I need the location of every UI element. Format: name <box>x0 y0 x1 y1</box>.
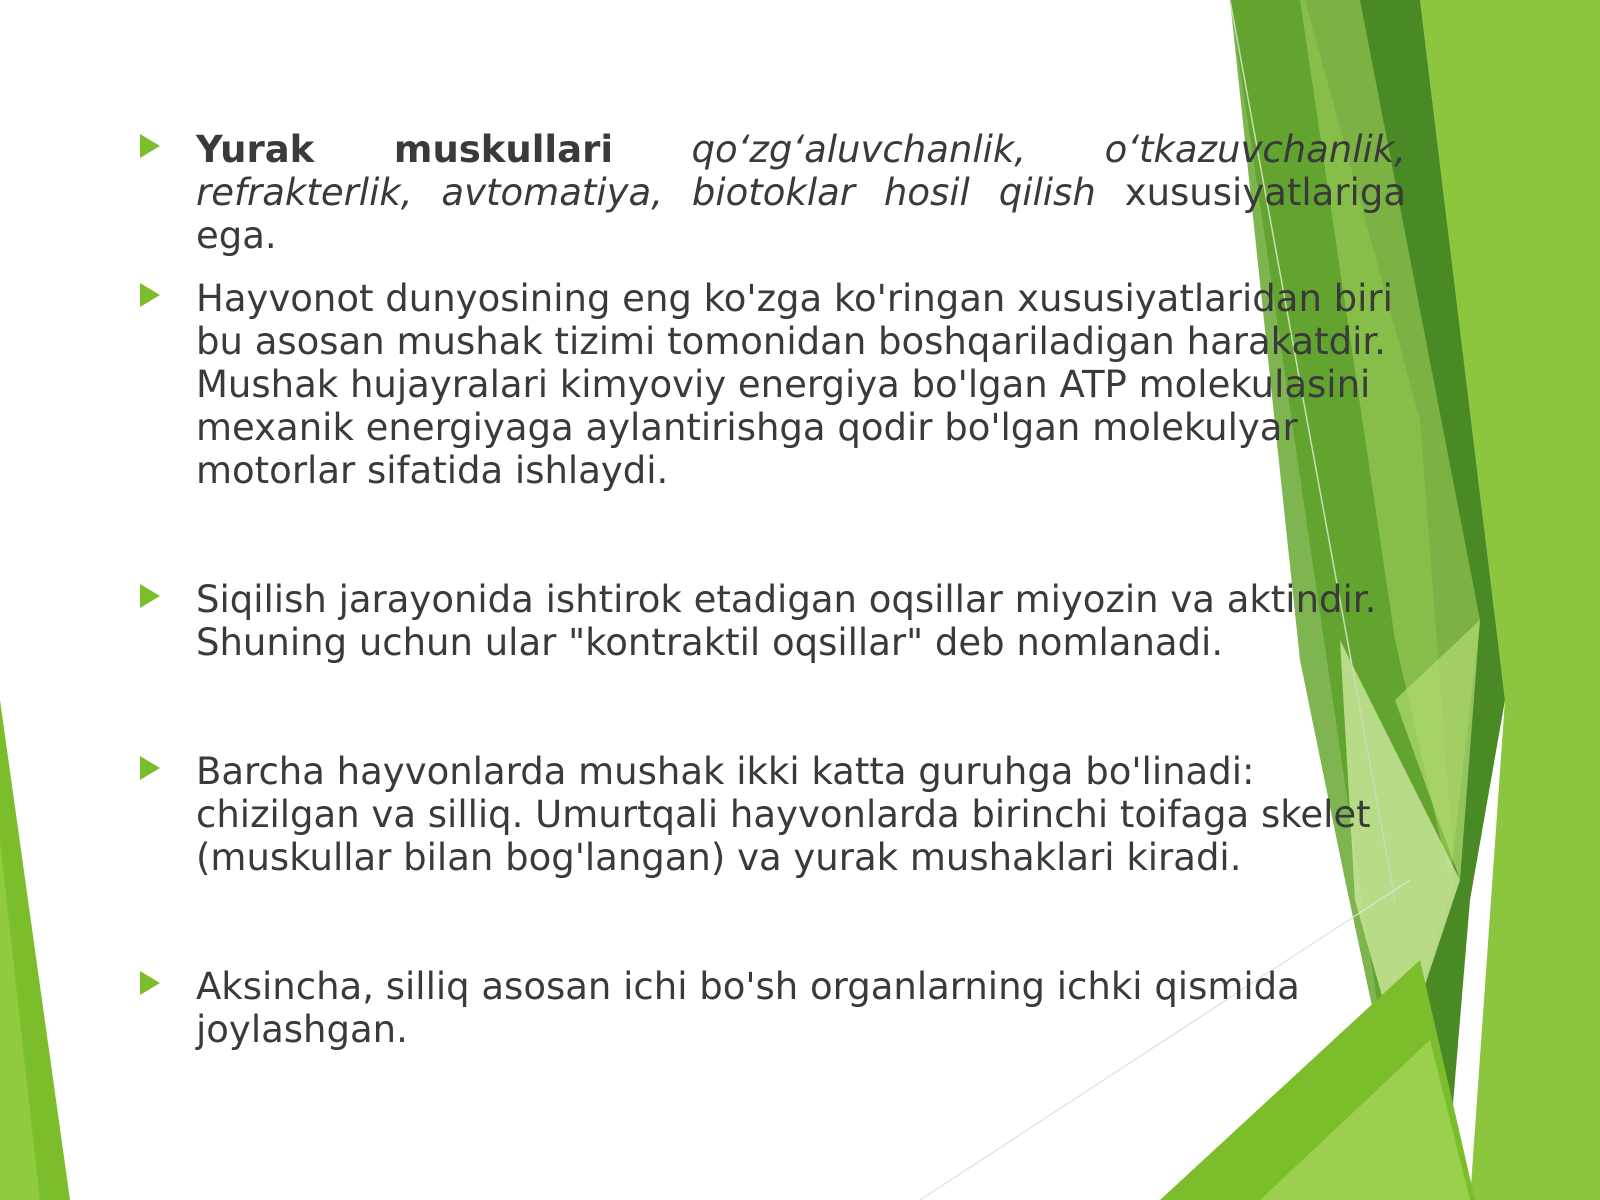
bullet-list <box>136 128 1406 1051</box>
bullet-text: Barcha hayvonlarda mushak ikki katta guruhga bo'linadi: chizilgan va silliq. Umurtqali hayvonlarda birinchi toifaga skelet (muskullar bilan bog'langan) va yurak mushaklari kiradi. <box>196 750 1371 879</box>
bullet-text: Hayvonot dunyosining eng ko'zga ko'ringan xususiyatlaridan biri bu asosan mushak tizimi tomonidan boshqariladigan harakatdir. Mushak hujayralari kimyoviy energiya bo'lgan ATP molekulasini mexanik energiyaga aylantirishga qodir bo'lgan molekulyar motorlar sifatida ishlaydi. <box>196 277 1393 492</box>
triangle-right-icon <box>140 756 160 780</box>
bold-term: Yurak muskullari <box>196 128 614 171</box>
bullet-text-rest: xususiyatlariga ega. <box>196 171 1406 257</box>
bullet-text: Aksincha, silliq asosan ichi bo'sh organlarning ichki qismida joylashgan. <box>196 965 1300 1051</box>
bullet-text: Siqilish jarayonida ishtirok etadigan oqsillar miyozin va aktindir. Shuning uchun ular "kontraktil oqsillar" deb nomlanadi. <box>196 578 1377 664</box>
triangle-right-icon <box>140 283 160 307</box>
bullet-item-2 <box>136 277 1406 492</box>
bullet-item-1 <box>136 128 1406 257</box>
italic-properties: qo‘zg‘aluvchanlik, o‘tkazuvchanlik, refrakterlik, avtomatiya, biotoklar hosil qilish <box>196 128 1407 214</box>
triangle-right-icon <box>140 971 160 995</box>
bullet-item-3 <box>136 578 1406 664</box>
triangle-right-icon <box>140 134 160 158</box>
bullet-text <box>196 128 1406 257</box>
triangle-right-icon <box>140 584 160 608</box>
bullet-item-5 <box>136 965 1406 1051</box>
bullet-item-4 <box>136 750 1406 879</box>
